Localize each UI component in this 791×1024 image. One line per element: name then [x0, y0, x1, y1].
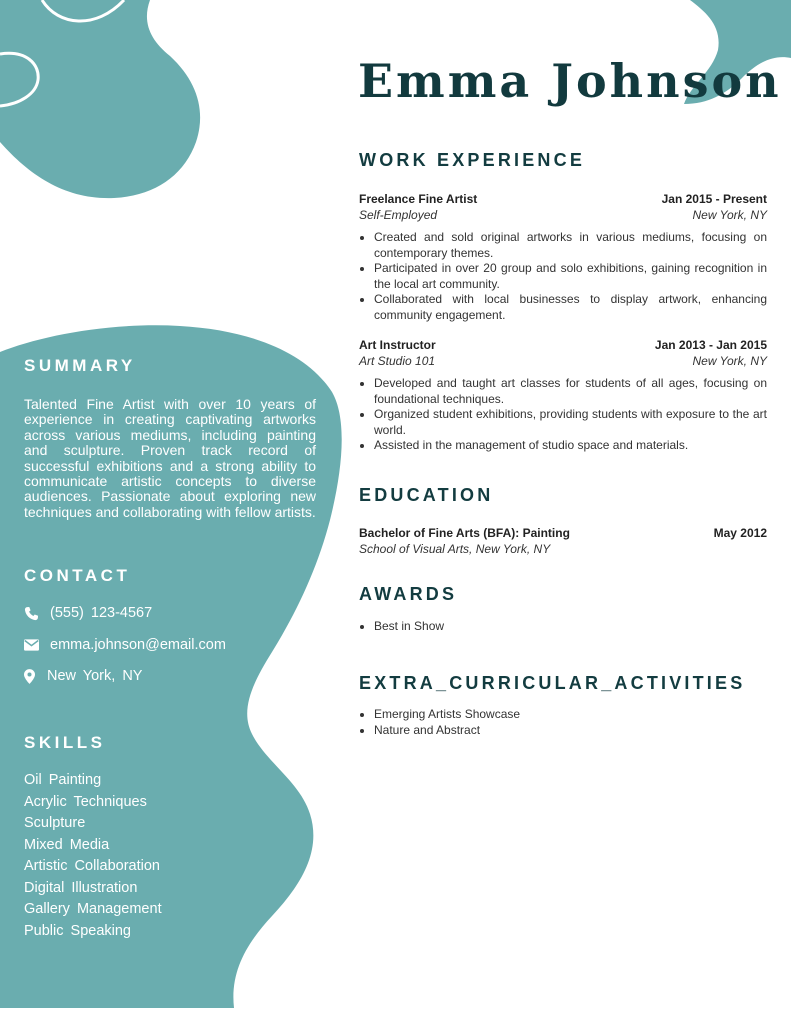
summary-text: Talented Fine Artist with over 10 years of experience in creating captivating artworks across various mediums, including painting and sculpture. Proven track record of successful exhibitions and a strong ability to communicate artistic concepts to diverse audiences. Passionate about exploring new techniques and collaborating with fellow artists.	[24, 396, 316, 520]
skills-list	[24, 770, 162, 942]
job-bullet: • Created and sold original artworks in various mediums, focusing on contemporary themes.	[374, 230, 767, 261]
awards-heading: AWARDS	[359, 584, 458, 604]
contact-phone	[24, 605, 152, 621]
award-item: • Best in Show	[374, 619, 767, 635]
education-heading: EDUCATION	[359, 485, 494, 505]
skill-item: Gallery Management	[24, 901, 162, 917]
job-entry	[359, 192, 767, 323]
job-dates: Jan 2015 - Present	[661, 192, 767, 206]
activity-item: • Emerging Artists Showcase	[374, 707, 767, 723]
job-dates: Jan 2013 - Jan 2015	[654, 338, 767, 352]
activities-list	[359, 707, 767, 738]
candidate-name: Emma Johnson	[358, 54, 782, 108]
skill-item: Digital Illustration	[24, 879, 138, 896]
skill-item: Acrylic Techniques	[24, 793, 147, 810]
envelope-icon	[24, 639, 39, 651]
skill-item: Mixed Media	[24, 836, 110, 853]
contact-email-text[interactable]: emma.johnson@email.com	[50, 637, 226, 653]
job-location: New York, NY	[692, 208, 767, 222]
skill-item: Oil Painting	[24, 772, 102, 788]
contact-email	[24, 637, 226, 653]
school: School of Visual Arts, New York, NY	[359, 542, 551, 556]
job-title: Freelance Fine Artist	[359, 192, 478, 206]
job-bullet: • Organized student exhibitions, providing students with exposure to the art world.	[374, 407, 767, 438]
job-bullet: • Developed and taught art classes for students of all ages, focusing on foundational techniques.	[374, 376, 767, 407]
phone-icon	[24, 606, 39, 621]
job-bullet: • Collaborated with local businesses to display artwork, enhancing community engagement.	[374, 292, 767, 323]
map-pin-icon	[24, 669, 35, 684]
job-bullets	[359, 376, 767, 454]
job-employer: Self-Employed	[359, 208, 438, 222]
job-location: New York, NY	[692, 354, 767, 368]
degree: Bachelor of Fine Arts (BFA): Painting	[359, 526, 570, 540]
contact-location-text: New York, NY	[47, 668, 143, 684]
skills-heading: SKILLS	[24, 733, 106, 752]
contact-heading: CONTACT	[24, 566, 131, 585]
graduation-date: May 2012	[713, 526, 767, 540]
job-employer: Art Studio 101	[359, 354, 436, 368]
activity-item: • Nature and Abstract	[374, 723, 767, 739]
contact-location	[24, 668, 142, 684]
skill-item: Sculpture	[24, 815, 86, 831]
top-left-blob	[0, 0, 200, 198]
contact-phone-text: (555) 123-4567	[50, 605, 153, 621]
skill-item: Public Speaking	[24, 922, 131, 939]
education-entry	[359, 526, 767, 556]
work-experience-heading: WORK EXPERIENCE	[359, 150, 586, 170]
job-bullets	[359, 230, 767, 323]
summary-heading: SUMMARY	[24, 356, 136, 375]
job-entry	[359, 338, 767, 454]
awards-list	[359, 619, 767, 635]
extracurricular-heading: EXTRA_CURRICULAR_ACTIVITIES	[359, 673, 746, 693]
job-bullet: • Assisted in the management of studio space and materials.	[374, 438, 767, 454]
job-bullet: • Participated in over 20 group and solo exhibitions, gaining recognition in the local art community.	[374, 261, 767, 292]
job-title: Art Instructor	[359, 338, 436, 352]
skill-item: Artistic Collaboration	[24, 858, 160, 874]
